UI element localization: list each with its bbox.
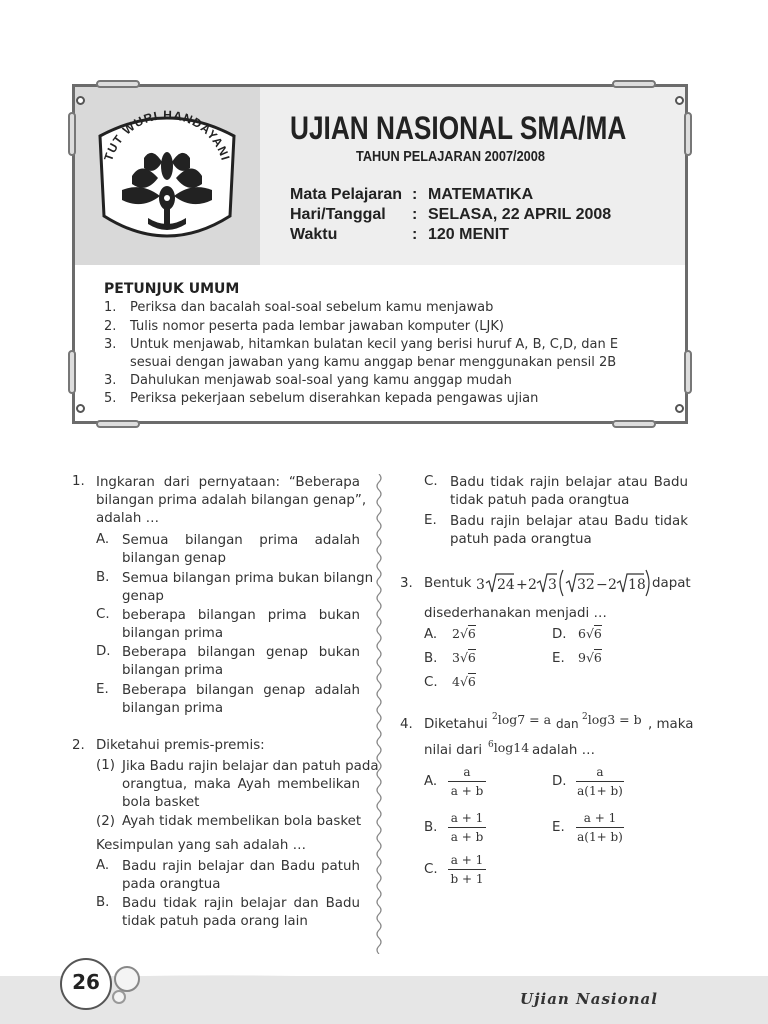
- expr-coef: 2: [608, 577, 617, 593]
- option-label: B.: [96, 570, 110, 585]
- q2-option-c: [450, 474, 688, 510]
- option-coef: 3: [452, 650, 460, 665]
- option-label: A.: [96, 858, 110, 873]
- option-text: bilangan prima: [122, 626, 224, 641]
- premise-2-text: Ayah tidak membelikan bola basket: [122, 814, 362, 829]
- option-text: patuh pada orangtua: [450, 532, 592, 547]
- column-divider: [374, 474, 384, 954]
- q2-option-e: [450, 513, 688, 549]
- instruction-text: Untuk menjawab, hitamkan bulatan kecil yang berisi huruf A, B, C,D, dan E: [130, 337, 619, 352]
- question-2-prompt: Kesimpulan yang sah adalah …: [96, 838, 307, 853]
- question-2-number: 2.: [72, 738, 85, 753]
- binder-clip-icon: [68, 112, 76, 156]
- binder-clip-icon: [96, 80, 140, 88]
- sqrt-symbol: √: [459, 626, 468, 641]
- binder-clip-icon: [68, 350, 76, 394]
- fraction-denominator: b + 1: [450, 872, 484, 886]
- question-3-suffix: dapat: [652, 576, 691, 591]
- sqrt-symbol: √: [585, 626, 594, 641]
- option-label: B.: [424, 651, 438, 666]
- option-text: tidak patuh pada orangtua: [450, 493, 630, 508]
- expr-coef: 2: [528, 577, 537, 593]
- premise-number: (1): [96, 758, 115, 773]
- log-text: log7 = a: [497, 712, 552, 728]
- q1-option-a: [122, 532, 360, 568]
- decorative-circle-icon: [114, 966, 140, 992]
- question-1-line: Ingkaran dari pernyataan: “Beberapa: [96, 475, 360, 490]
- option-label: A.: [424, 627, 438, 642]
- screw-icon: [675, 96, 684, 105]
- q1-option-c: [122, 607, 360, 643]
- q3-option-b: [452, 650, 476, 665]
- q4-option-e-fraction: [576, 811, 624, 844]
- option-label: A.: [96, 532, 110, 547]
- instruction-text: Tulis nomor peserta pada lembar jawaban komputer (LJK): [130, 319, 504, 334]
- fraction-denominator: a + b: [450, 830, 484, 844]
- instruction-text: Periksa pekerjaan sebelum diserahkan kepada pengawas ujian: [130, 391, 539, 406]
- instruction-number: 3.: [104, 337, 117, 352]
- log-base: 6: [488, 740, 494, 750]
- instruction-number: 2.: [104, 319, 117, 334]
- log-base: 2: [492, 712, 498, 722]
- screw-icon: [675, 404, 684, 413]
- option-label: D.: [552, 774, 567, 789]
- date-value: SELASA, 22 APRIL 2008: [428, 206, 612, 223]
- premise-text: Jika Badu rajin belajar dan patuh pada: [122, 759, 379, 774]
- option-label: C.: [424, 862, 438, 877]
- option-radicand: 6: [467, 626, 476, 641]
- option-coef: 4: [452, 674, 460, 689]
- log-expression-2: [582, 712, 642, 727]
- premise-text: bola basket: [122, 795, 200, 810]
- option-label: A.: [424, 774, 438, 789]
- option-radicand: 6: [593, 650, 602, 665]
- fraction-numerator: a + 1: [583, 811, 617, 825]
- expr-minus: −: [596, 577, 608, 593]
- log-expression-3: [488, 740, 529, 755]
- expr-radicand: 3: [548, 577, 557, 593]
- question-1-stem: [96, 474, 367, 528]
- option-label: D.: [552, 627, 567, 642]
- option-label: C.: [424, 675, 438, 690]
- log-text: log14: [493, 740, 530, 756]
- date-label: Hari/Tanggal: [290, 206, 386, 223]
- fraction-bar: [448, 781, 486, 782]
- date-colon: :: [412, 206, 418, 223]
- sqrt-symbol: √: [585, 650, 594, 665]
- q4-option-b-fraction: [448, 811, 486, 844]
- question-1-number: 1.: [72, 474, 85, 489]
- question-4-suffix: , maka: [648, 717, 694, 732]
- sqrt-symbol: √: [459, 674, 468, 689]
- fraction-denominator: a + b: [450, 784, 484, 798]
- binder-clip-icon: [684, 112, 692, 156]
- premise-1: [122, 758, 379, 812]
- option-text: Semua bilangan prima bukan bilangn: [122, 571, 374, 586]
- question-3-prefix: Bentuk: [424, 576, 472, 591]
- screw-icon: [76, 96, 85, 105]
- option-text: Badu rajin belajar atau Badu tidak: [450, 514, 688, 529]
- fraction-bar: [448, 827, 486, 828]
- fraction-numerator: a: [463, 765, 471, 779]
- q1-option-e: [122, 682, 360, 718]
- expr-coef: 3: [476, 577, 485, 593]
- instruction-text: Periksa dan bacalah soal-soal sebelum kamu menjawab: [130, 300, 494, 315]
- fraction-numerator: a + 1: [450, 811, 484, 825]
- footer-brand: Ujian Nasional: [520, 990, 658, 1008]
- q1-option-b: [122, 570, 374, 606]
- option-label: C.: [96, 607, 110, 622]
- question-3-line2: disederhanakan menjadi …: [424, 606, 607, 621]
- q3-option-e: [578, 650, 602, 665]
- option-label: B.: [424, 820, 438, 835]
- expr-radicand: 24: [497, 577, 515, 593]
- instruction-text: sesuai dengan jawaban yang kamu anggap benar menggunakan pensil 2B: [130, 355, 617, 370]
- option-label: C.: [424, 474, 438, 489]
- option-text: Badu tidak rajin belajar atau Badu: [450, 475, 688, 490]
- option-coef: 6: [578, 626, 586, 641]
- sqrt-symbol: √: [459, 650, 468, 665]
- fraction-denominator: a(1+ b): [577, 784, 623, 798]
- option-label: E.: [552, 651, 565, 666]
- option-radicand: 6: [467, 650, 476, 665]
- fraction-numerator: a: [596, 765, 604, 779]
- expr-plus: +: [516, 577, 528, 593]
- option-text: Badu tidak rajin belajar dan Badu: [122, 896, 360, 911]
- option-coef: 9: [578, 650, 586, 665]
- exam-subtitle: TAHUN PELAJARAN 2007/2008: [356, 148, 545, 165]
- q3-option-a: [452, 626, 476, 641]
- question-4-prefix: Diketahui: [424, 717, 488, 732]
- option-radicand: 6: [467, 674, 476, 689]
- option-coef: 2: [452, 626, 460, 641]
- question-3-number: 3.: [400, 576, 413, 591]
- question-1-line: bilangan prima adalah bilangan genap”,: [96, 493, 367, 508]
- fraction-numerator: a + 1: [450, 853, 484, 867]
- option-label: E.: [424, 513, 437, 528]
- expr-radicand: 32: [577, 577, 595, 593]
- option-text: tidak patuh pada orang lain: [122, 914, 308, 929]
- option-text: Badu rajin belajar dan Badu patuh: [122, 859, 360, 874]
- option-text: bilangan prima: [122, 701, 224, 716]
- question-1-line: adalah …: [96, 511, 159, 526]
- q3-option-d: [578, 626, 602, 641]
- fraction-bar: [576, 781, 624, 782]
- screw-icon: [76, 404, 85, 413]
- decorative-circle-icon: [112, 990, 126, 1004]
- q2-option-a: [122, 858, 360, 894]
- q3-option-c: [452, 674, 476, 689]
- subject-colon: :: [412, 186, 418, 203]
- question-4-line2-suffix: adalah …: [532, 743, 595, 758]
- logo-text: TUT WURI HANDAYANI: [101, 107, 233, 163]
- option-text: Beberapa bilangan genap adalah: [122, 683, 360, 698]
- instruction-text: Dahulukan menjawab soal-soal yang kamu anggap mudah: [130, 373, 512, 388]
- option-text: bilangan prima: [122, 663, 224, 678]
- instructions-title: PETUNJUK UMUM: [104, 281, 240, 297]
- duration-value: 120 MENIT: [428, 226, 509, 243]
- instruction-number: 3.: [104, 373, 117, 388]
- exam-title: UJIAN NASIONAL SMA/MA: [290, 110, 627, 146]
- option-label: B.: [96, 895, 110, 910]
- log-base: 2: [582, 712, 588, 722]
- log-expression-1: [492, 712, 551, 727]
- option-label: E.: [96, 682, 109, 697]
- binder-clip-icon: [612, 420, 656, 428]
- subject-label: Mata Pelajaran: [290, 186, 403, 203]
- option-text: pada orangtua: [122, 877, 221, 892]
- premise-number: (2): [96, 814, 115, 829]
- option-radicand: 6: [593, 626, 602, 641]
- fraction-bar: [448, 869, 486, 870]
- page-number: 26: [72, 970, 100, 994]
- fraction-bar: [576, 827, 624, 828]
- option-text: bilangan genap: [122, 551, 227, 566]
- option-label: D.: [96, 644, 111, 659]
- premise-text: orangtua, maka Ayah membelikan: [122, 777, 360, 792]
- tut-wuri-handayani-logo: [92, 106, 242, 246]
- q4-option-c-fraction: [448, 853, 486, 886]
- expr-radicand: 18: [628, 577, 646, 593]
- question-3-expression: [474, 566, 650, 600]
- option-text: Semua bilangan prima adalah: [122, 533, 360, 548]
- option-label: E.: [552, 820, 565, 835]
- question-4-number: 4.: [400, 717, 413, 732]
- q4-option-d-fraction: [576, 765, 624, 798]
- connector-dan: dan: [556, 717, 579, 731]
- option-text: Beberapa bilangan genap bukan: [122, 645, 360, 660]
- binder-clip-icon: [96, 420, 140, 428]
- option-text: beberapa bilangan prima bukan: [122, 608, 360, 623]
- instruction-number: 5.: [104, 391, 117, 406]
- binder-clip-icon: [684, 350, 692, 394]
- q1-option-d: [122, 644, 360, 680]
- option-text: genap: [122, 589, 164, 604]
- binder-clip-icon: [612, 80, 656, 88]
- duration-colon: :: [412, 226, 418, 243]
- q4-option-a-fraction: [448, 765, 486, 798]
- duration-label: Waktu: [290, 226, 338, 243]
- instruction-number: 1.: [104, 300, 117, 315]
- subject-value: MATEMATIKA: [428, 186, 534, 203]
- question-4-line2-prefix: nilai dari: [424, 743, 483, 758]
- log-text: log3 = b: [587, 712, 642, 728]
- q2-option-b: [122, 895, 360, 931]
- fraction-denominator: a(1+ b): [577, 830, 623, 844]
- question-2-intro: Diketahui premis-premis:: [96, 738, 265, 753]
